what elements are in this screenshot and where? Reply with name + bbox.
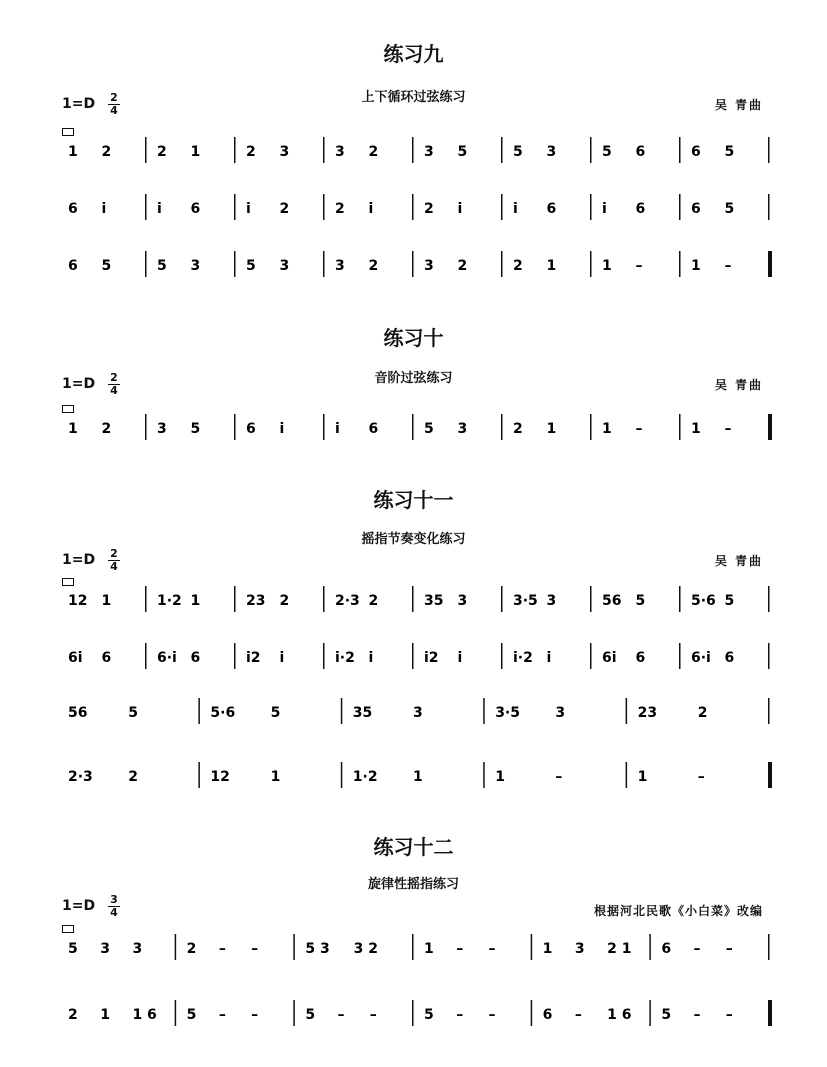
staff-line-svg: [60, 196, 772, 220]
barline: [175, 934, 177, 960]
note: 5: [190, 421, 201, 437]
note: 3: [132, 941, 143, 957]
barline: [293, 934, 295, 960]
mode-box-icon: [62, 128, 74, 136]
note: 6: [542, 1007, 553, 1023]
barline: [590, 643, 592, 669]
barline: [234, 251, 236, 277]
note: 2: [424, 201, 434, 217]
barline: [679, 586, 681, 612]
staff-line-svg: [60, 588, 772, 612]
note: 1·2: [157, 593, 182, 609]
note: –: [635, 421, 643, 437]
note: 6: [691, 144, 701, 160]
note: i: [457, 201, 463, 217]
barline: [145, 251, 147, 277]
exercise-11-line-2: [60, 645, 772, 669]
note: 3: [574, 941, 585, 957]
note: –: [693, 1007, 701, 1023]
note: 5: [635, 593, 646, 609]
exercise-10-subtitle: 音阶过弦练习: [374, 371, 453, 386]
barline: [501, 586, 503, 612]
staff-line-svg: [60, 1002, 772, 1026]
note: 2: [368, 258, 379, 274]
exercise-9-key: 1=D: [62, 96, 96, 112]
note: 1: [270, 769, 281, 785]
note: 5: [68, 941, 78, 957]
note: i2: [246, 650, 261, 666]
barline: [145, 586, 147, 612]
mode-box-icon: [62, 578, 74, 586]
barline: [412, 1000, 414, 1026]
barline: [679, 251, 681, 277]
note: 6: [635, 144, 646, 160]
barline: [323, 414, 325, 440]
note: 5: [246, 258, 256, 274]
exercise-12-subtitle: 旋律性摇指练习: [367, 877, 459, 892]
barline: [145, 414, 147, 440]
note: 5·6: [210, 705, 236, 721]
note: i: [279, 421, 285, 437]
note: 3·5: [513, 593, 538, 609]
note: 1: [495, 769, 505, 785]
barline: [679, 414, 681, 440]
barline: [341, 698, 343, 724]
note: –: [555, 769, 563, 785]
barline: [768, 586, 770, 612]
note: 56: [68, 705, 88, 721]
barline: [768, 934, 770, 960]
barline: [412, 194, 414, 220]
note: 2: [279, 201, 290, 217]
note: 5: [724, 593, 735, 609]
barline: [768, 643, 770, 669]
note: 1: [190, 144, 201, 160]
exercise-11-meter: 2 4: [108, 549, 120, 572]
note: –: [574, 1007, 582, 1023]
note: 5: [457, 144, 468, 160]
staff-line-svg: [60, 700, 772, 724]
note: 35: [352, 705, 373, 721]
barline: [234, 137, 236, 163]
note: 1: [602, 258, 612, 274]
note: 2: [101, 144, 112, 160]
barline: [145, 643, 147, 669]
barline: [412, 251, 414, 277]
note: 2 1: [607, 941, 632, 957]
note: 2: [186, 941, 197, 957]
barline: [501, 643, 503, 669]
barline: [483, 698, 485, 724]
barline: [234, 643, 236, 669]
note: i: [602, 201, 607, 217]
note: 1: [691, 258, 701, 274]
barline: [501, 251, 503, 277]
note: –: [724, 421, 732, 437]
note: 6i: [602, 650, 617, 666]
note: 1: [100, 1007, 110, 1023]
note: 1: [68, 144, 78, 160]
note: 1: [637, 769, 648, 785]
barline: [768, 698, 770, 724]
exercise-12-title: 练习十二: [373, 835, 454, 859]
barline: [323, 251, 325, 277]
note: 6·i: [691, 650, 711, 666]
note: 2·3: [68, 769, 93, 785]
exercise-11-title: 练习十一: [373, 488, 454, 512]
exercise-9-composer: 吴 青曲: [714, 98, 763, 112]
barline: [412, 586, 414, 612]
note: 5: [101, 258, 112, 274]
note: 5: [270, 705, 281, 721]
note: i: [368, 650, 374, 666]
note: 2: [513, 421, 523, 437]
note: 6i: [68, 650, 83, 666]
note: 1: [190, 593, 201, 609]
staff-line-svg: [60, 253, 772, 277]
note: 6: [691, 201, 701, 217]
note: i: [279, 650, 285, 666]
note: 5: [424, 1007, 434, 1023]
staff-line-svg: [60, 764, 772, 788]
note: 5: [424, 421, 434, 437]
note: 1: [602, 421, 612, 437]
exercise-11-line-1: [60, 588, 772, 612]
note: 6: [368, 421, 379, 437]
exercise-9-line-3: [60, 253, 772, 277]
note: i: [457, 650, 463, 666]
barline: [768, 762, 772, 788]
note: 5: [724, 144, 735, 160]
note: 5·6: [691, 593, 716, 609]
staff-line-svg: [60, 416, 772, 440]
barline: [412, 137, 414, 163]
note: 3: [335, 258, 345, 274]
barline: [198, 698, 200, 724]
note: 3: [424, 144, 434, 160]
exercise-10-line-1: [60, 416, 772, 440]
exercise-9-subtitle: 上下循环过弦练习: [361, 90, 466, 105]
note: 23: [637, 705, 658, 721]
barline: [768, 251, 772, 277]
note: 6: [546, 201, 557, 217]
barline: [768, 1000, 772, 1026]
note: 23: [246, 593, 266, 609]
note: 5: [513, 144, 523, 160]
note: –: [218, 941, 226, 957]
barline: [590, 194, 592, 220]
note: 3: [546, 144, 557, 160]
note: 5: [305, 1007, 316, 1023]
note: i·2: [513, 650, 533, 666]
exercise-11-subtitle: 摇指节奏变化练习: [361, 532, 466, 547]
note: 2·3: [335, 593, 360, 609]
note: 3: [157, 421, 167, 437]
exercise-11-composer: 吴 青曲: [714, 554, 763, 568]
barline: [590, 414, 592, 440]
note: 2: [368, 144, 379, 160]
note: 2: [128, 769, 138, 785]
note: 3: [100, 941, 110, 957]
note: 3: [457, 421, 468, 437]
barline: [293, 1000, 295, 1026]
note: i: [157, 201, 162, 217]
exercise-10-key: 1=D: [62, 376, 96, 392]
barline: [234, 586, 236, 612]
barline: [679, 643, 681, 669]
note: 6: [724, 650, 735, 666]
note: i: [101, 201, 107, 217]
note: 2: [68, 1007, 78, 1023]
exercise-9-title: 练习九: [383, 42, 444, 66]
note: 5 3: [305, 941, 330, 957]
exercise-9-line-2: [60, 196, 772, 220]
note: 2: [368, 593, 379, 609]
note: –: [693, 941, 701, 957]
staff-line-svg: [60, 139, 772, 163]
exercise-11-line-3: [60, 700, 772, 724]
note: 3: [413, 705, 423, 721]
exercise-11-key: 1=D: [62, 552, 96, 568]
barline: [483, 762, 485, 788]
note: 3: [546, 593, 557, 609]
note: 3: [424, 258, 434, 274]
barline: [145, 137, 147, 163]
note: 1: [413, 769, 423, 785]
note: 3: [555, 705, 566, 721]
note: 6: [635, 201, 646, 217]
barline: [590, 586, 592, 612]
note: 6: [190, 650, 201, 666]
note: –: [251, 1007, 259, 1023]
barline: [323, 194, 325, 220]
exercise-12-line-1: [60, 936, 772, 960]
note: 6·i: [157, 650, 177, 666]
staff-line-svg: [60, 645, 772, 669]
note: 2: [457, 258, 468, 274]
barline: [768, 414, 772, 440]
note: 12: [210, 769, 230, 785]
barline: [323, 586, 325, 612]
note: –: [369, 1007, 377, 1023]
exercise-10-composer: 吴 青曲: [714, 378, 763, 392]
note: 56: [602, 593, 622, 609]
note: i·2: [335, 650, 355, 666]
exercise-12-meter: 3 4: [108, 895, 120, 918]
barline: [531, 1000, 533, 1026]
barline: [323, 643, 325, 669]
note: 3: [335, 144, 345, 160]
note: 3: [279, 144, 290, 160]
barline: [501, 194, 503, 220]
exercise-12-key: 1=D: [62, 898, 96, 914]
barline: [679, 194, 681, 220]
barline: [649, 1000, 651, 1026]
note: 2: [246, 144, 256, 160]
staff-line-svg: [60, 936, 772, 960]
note: i: [546, 650, 552, 666]
note: 6: [661, 941, 672, 957]
barline: [234, 414, 236, 440]
note: 12: [68, 593, 88, 609]
note: 1·2: [352, 769, 378, 785]
note: 6: [68, 258, 78, 274]
exercise-11-line-4: [60, 764, 772, 788]
barline: [323, 137, 325, 163]
barline: [198, 762, 200, 788]
exercise-12-line-2: [60, 1002, 772, 1026]
note: i: [246, 201, 251, 217]
note: 5: [128, 705, 138, 721]
note: 6: [101, 650, 112, 666]
note: 3: [457, 593, 468, 609]
note: i2: [424, 650, 439, 666]
note: 1: [546, 258, 557, 274]
note: 1: [546, 421, 557, 437]
note: 2: [513, 258, 523, 274]
mode-box-icon: [62, 405, 74, 413]
mode-box-icon: [62, 925, 74, 933]
barline: [626, 762, 628, 788]
note: 2: [101, 421, 112, 437]
barline: [501, 137, 503, 163]
note: 35: [424, 593, 444, 609]
note: 1: [68, 421, 78, 437]
note: –: [218, 1007, 226, 1023]
note: i: [513, 201, 518, 217]
note: –: [456, 941, 464, 957]
note: 1: [691, 421, 701, 437]
note: 2: [279, 593, 290, 609]
barline: [590, 251, 592, 277]
note: 3·5: [495, 705, 521, 721]
note: –: [337, 1007, 345, 1023]
barline: [341, 762, 343, 788]
note: 3 2: [353, 941, 379, 957]
note: 2: [157, 144, 167, 160]
note: 5: [724, 201, 735, 217]
barline: [531, 934, 533, 960]
exercise-9-meter: 2 4: [108, 93, 120, 116]
note: 6: [635, 650, 646, 666]
barline: [768, 137, 770, 163]
note: –: [724, 258, 732, 274]
barline: [412, 643, 414, 669]
note: –: [635, 258, 643, 274]
barline: [234, 194, 236, 220]
note: 5: [186, 1007, 197, 1023]
note: 3: [279, 258, 290, 274]
barline: [501, 414, 503, 440]
note: 1: [542, 941, 553, 957]
barline: [649, 934, 651, 960]
note: 5: [602, 144, 612, 160]
note: –: [488, 1007, 496, 1023]
note: i: [368, 201, 374, 217]
exercise-10-meter: 2 4: [108, 373, 120, 396]
barline: [175, 1000, 177, 1026]
note: 6: [246, 421, 256, 437]
barline: [768, 194, 770, 220]
note: 6: [68, 201, 78, 217]
note: 1: [101, 593, 112, 609]
barline: [412, 414, 414, 440]
note: –: [251, 941, 259, 957]
note: 6: [190, 201, 201, 217]
note: 2: [335, 201, 345, 217]
barline: [145, 194, 147, 220]
note: 5: [157, 258, 167, 274]
exercise-9-line-1: [60, 139, 772, 163]
barline: [679, 137, 681, 163]
note: 3: [190, 258, 201, 274]
note: 5: [661, 1007, 672, 1023]
barline: [626, 698, 628, 724]
exercise-10-title: 练习十: [383, 326, 444, 350]
note: 1 6: [607, 1007, 632, 1023]
note: –: [725, 941, 733, 957]
note: i: [335, 421, 340, 437]
note: –: [725, 1007, 733, 1023]
barline: [590, 137, 592, 163]
barline: [412, 934, 414, 960]
exercise-12-composer: 根据河北民歌《小白菜》改编: [593, 904, 763, 918]
note: 1 6: [132, 1007, 157, 1023]
note: –: [456, 1007, 464, 1023]
note: 2: [697, 705, 708, 721]
note: 1: [424, 941, 434, 957]
note: –: [697, 769, 705, 785]
note: –: [488, 941, 496, 957]
